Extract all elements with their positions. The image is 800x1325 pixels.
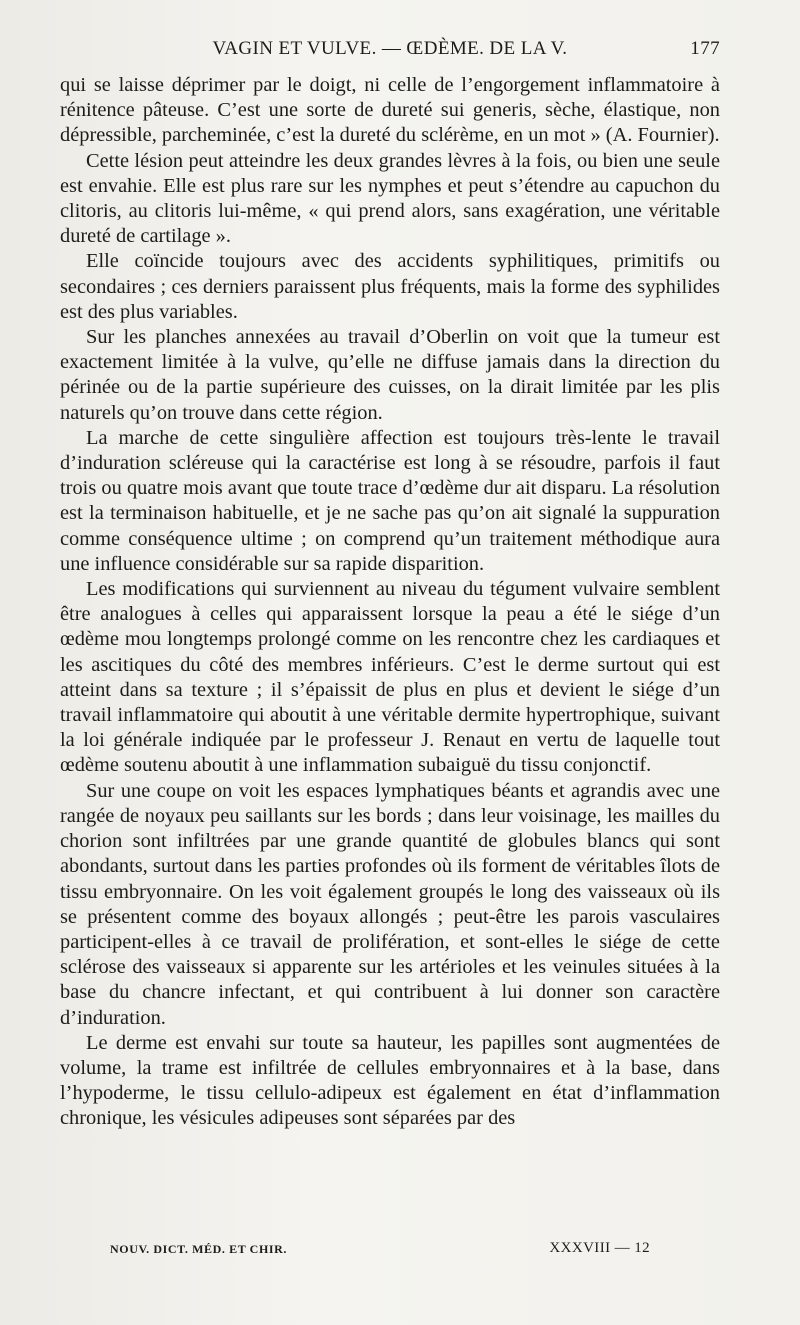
page-number: 177 — [690, 38, 720, 59]
paragraph-3: Elle coïncide toujours avec des accidents syphilitiques, primitifs ou secondaires ; ces derniers paraissent plus fréquents, mais la forme des syphilides est des plus variables. — [60, 250, 720, 323]
publication-signature: NOUV. DICT. MÉD. ET CHIR. — [110, 1242, 288, 1256]
paragraph-2: Cette lésion peut atteindre les deux grandes lèvres à la fois, ou bien une seule est envahie. Elle est plus rare sur les nymphes et peut s’étendre au capuchon du clitoris, au clitoris lui-même, « qui prend alors, sans exagération, une véritable dureté de cartilage ». — [60, 149, 720, 248]
running-title: VAGIN ET VULVE. — ŒDÈME. DE LA V. — [212, 38, 568, 59]
paragraph-4: Sur les planches annexées au travail d’Oberlin on voit que la tumeur est exactement limitée à la vulve, qu’elle ne diffuse jamais dans la direction du périnée ou de la partie supérieure des cuisses, on la dirait limitée par les plis naturels qu’on trouve dans cette région. — [60, 326, 720, 424]
paragraph-5: La marche de cette singulière affection est toujours très-lente le travail d’induration scléreuse qui la caractérise est long à se résoudre, parfois il faut trois ou quatre mois avant que toute trace d’œdème dur ait disparu. La résolution est la terminaison habituelle, et je ne sache pas qu’on ait signalé la suppuration comme conséquence ultime ; on comprend qu’un traitement méthodique aura une influence considérable sur sa rapide disparition. — [60, 426, 720, 575]
page-footer — [110, 1240, 650, 1264]
body-text — [60, 73, 720, 1132]
paragraph-6: Les modifications qui surviennent au niveau du tégument vulvaire semblent être analogues à celles qui apparaissent lorsque la peau a été le siége d’un œdème mou longtemps prolongé comme on les rencontre chez les cardiaques et les ascitiques du côté des membres inférieurs. C’est le derme surtout qui est atteint dans sa texture ; il s’épaissit de plus en plus et devient le siége d’un travail inflammatoire qui aboutit à une véritable dermite hypertrophique, suivant la loi générale indiquée par le professeur J. Renaut en vertu de laquelle tout œdème soutenu aboutit à une inflammation subaiguë du tissu conjonctif. — [60, 578, 720, 777]
paragraph-1: qui se laisse déprimer par le doigt, ni celle de l’engorgement inflammatoire à rénitence pâteuse. C’est une sorte de dureté sui generis, sèche, élastique, non dépressible, parcheminée, c’est la dureté du sclérème, en un mot » (A. Fournier). — [60, 74, 720, 147]
signature-mark: XXXVIII — 12 — [549, 1240, 650, 1256]
paragraph-8: Le derme est envahi sur toute sa hauteur, les papilles sont augmentées de volume, la trame est infiltrée de cellules embryonnaires et à la base, dans l’hypoderme, le tissu cellulo-adipeux est également en état d’inflammation chronique, les vésicules adipeuses sont séparées par des — [60, 1031, 720, 1130]
paragraph-7: Sur une coupe on voit les espaces lymphatiques béants et agrandis avec une rangée de noyaux peu saillants sur les bords ; dans leur voisinage, les mailles du chorion sont infiltrées par une grande quantité de globules blancs qui sont abondants, surtout dans les parties profondes où ils forment de véritables îlots de tissu embryonnaire. On les voit également groupés le long des vaisseaux où ils se présentent comme des boyaux allongés ; peut-être les parois vasculaires participent-elles à ce travail de prolifération, et sont-elles le siége de cette sclérose des vaisseaux si apparente sur les artérioles et les veinules situées à la base du chancre infectant, et qui contribuent à lui donner son caractère d’induration. — [60, 779, 720, 1029]
page-header — [60, 38, 720, 68]
